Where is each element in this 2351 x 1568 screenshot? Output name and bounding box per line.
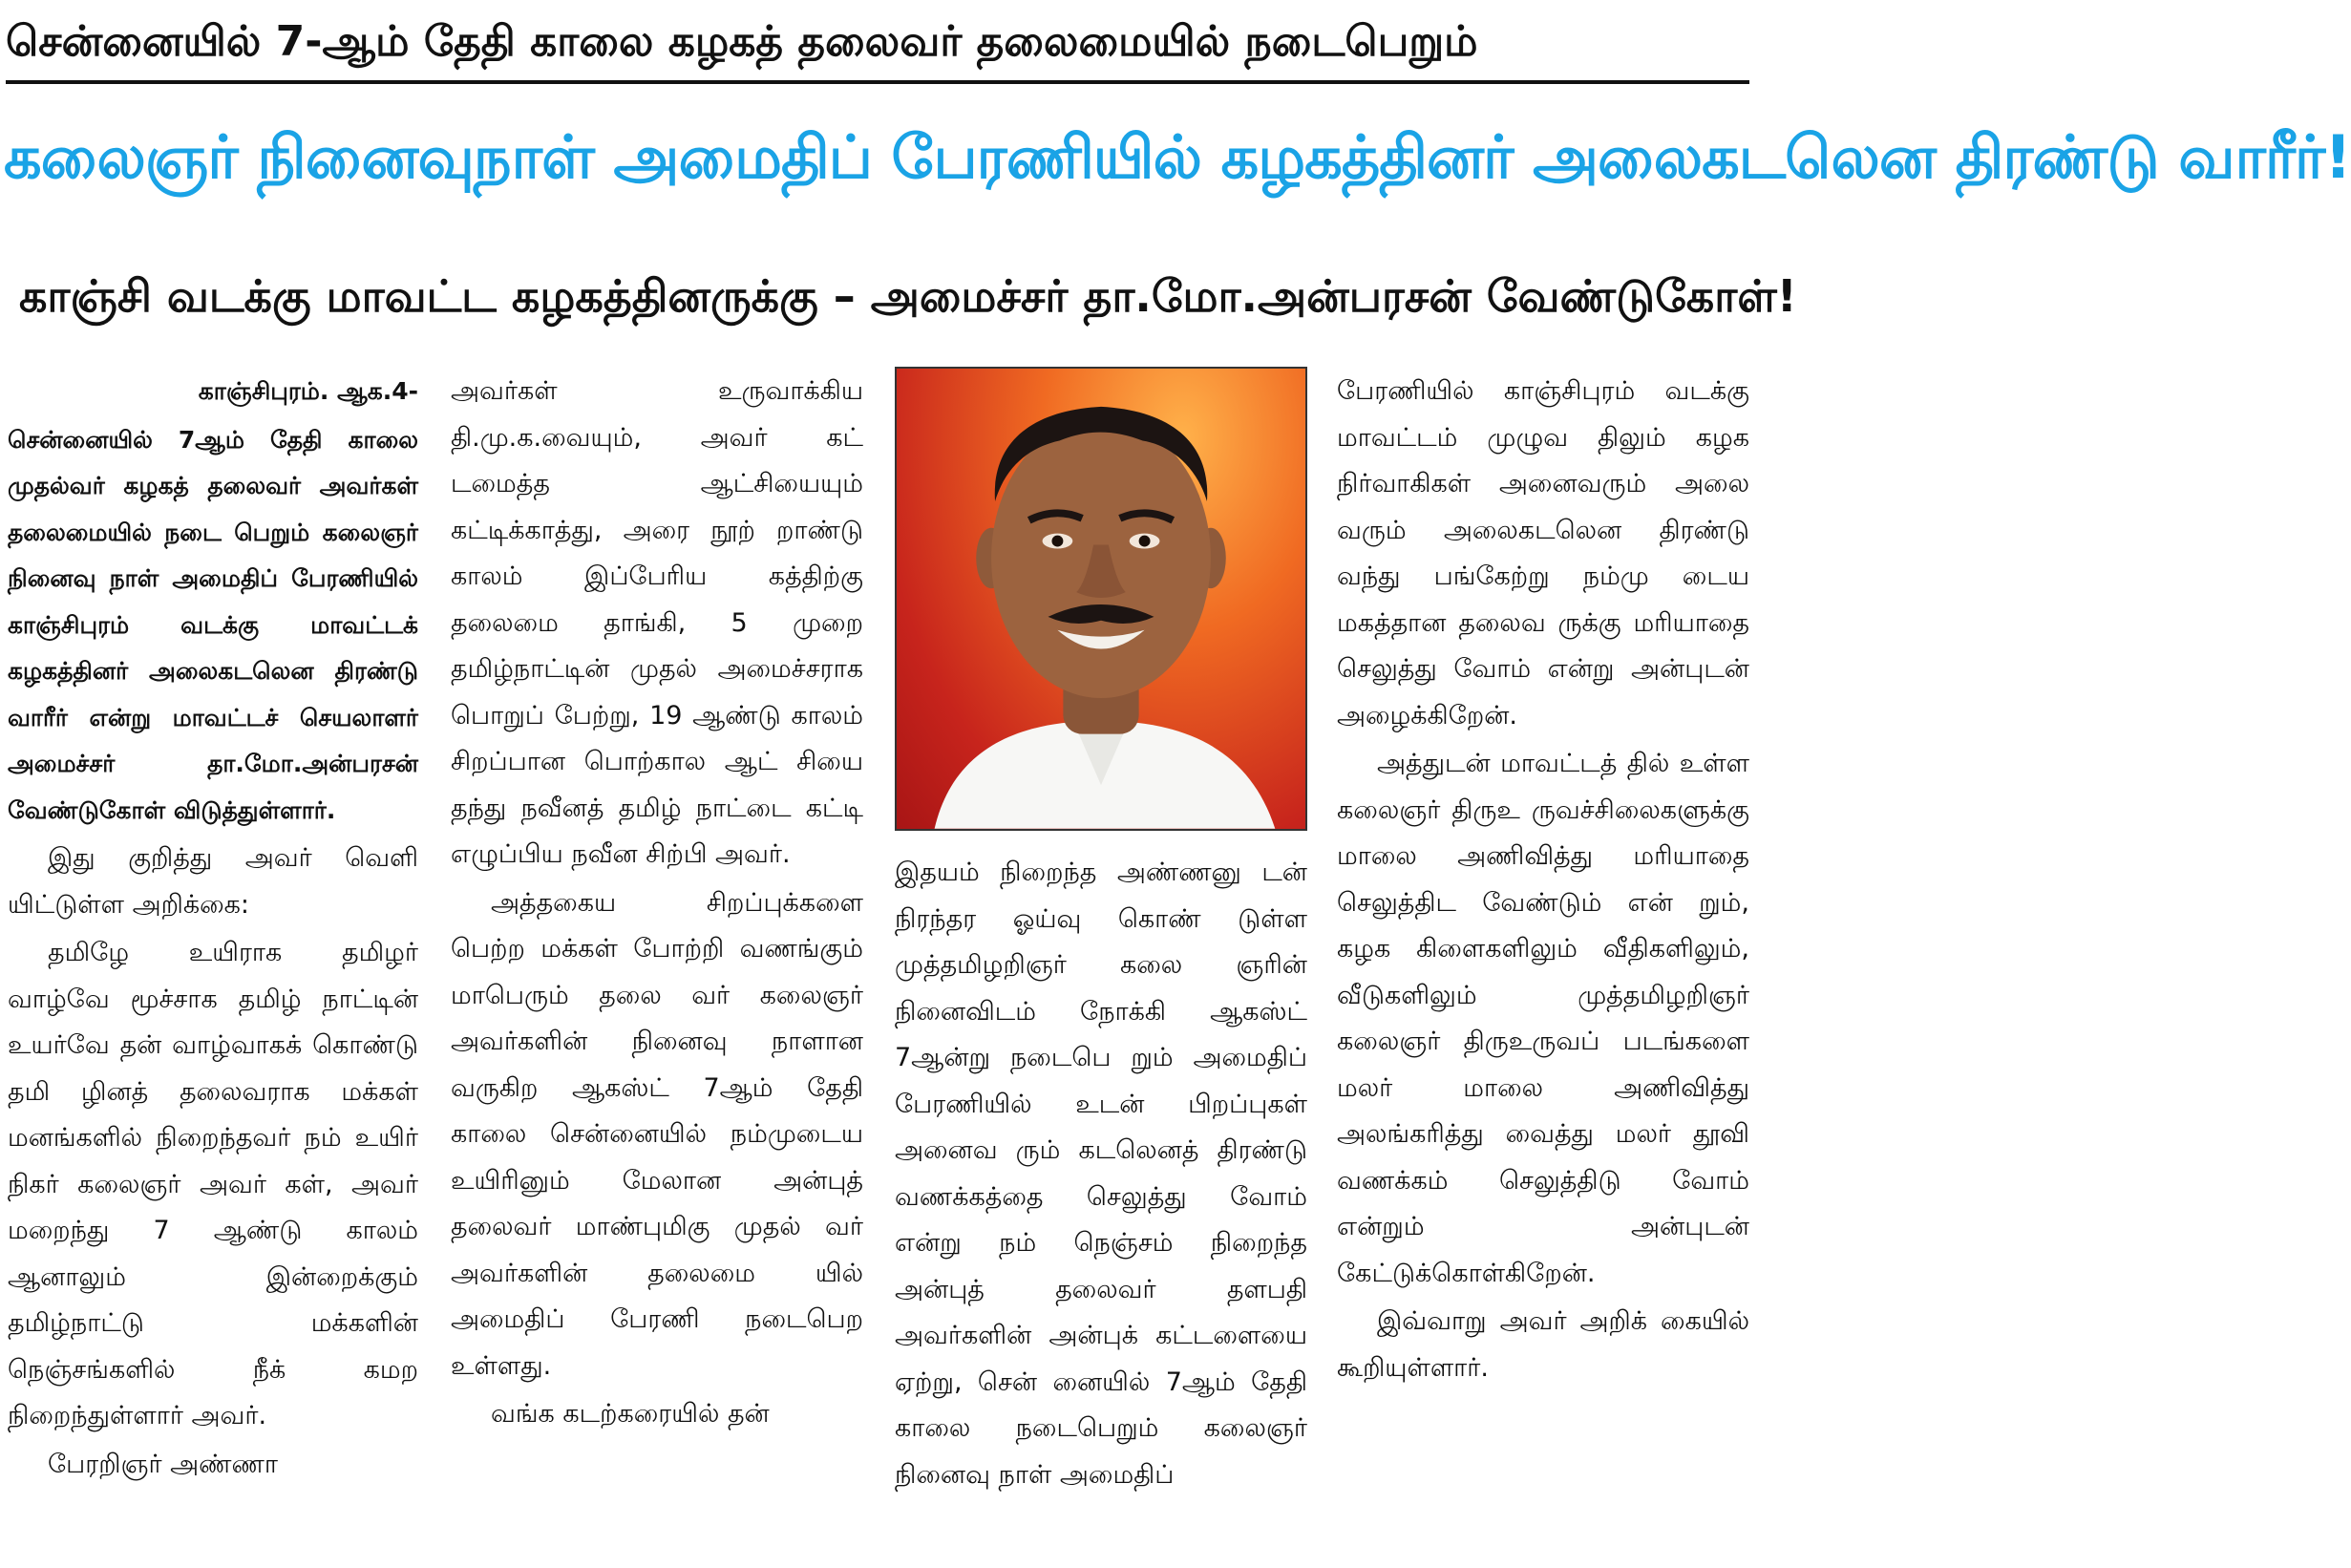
lead-paragraph: சென்னையில் 7ஆம் தேதி காலை முதல்வர் கழகத் தலைவர் அவர்கள் தலைமையில் நடை பெறும் கலைஞர் நினைவு நாள் அமைதிப் பேரணியில் காஞ்சிபுரம் வடக்கு மாவட்டக் கழகத்தினர் அலைகடலென திரண்டு வாரீர் என்று மாவட்டச் செயலாளர் அமைச்சர் தா.மோ.அன்பரசன் வேண்டுகோள் விடுத்துள்ளார். <box>8 425 418 824</box>
paragraph: அத்தகைய சிறப்புக்களை பெற்ற மக்கள் போற்றி வணங்கும் மாபெரும் தலை வர் கலைஞர் அவர்களின் நினைவு நாளான வருகிற ஆகஸ்ட் 7ஆம் தேதி காலை சென்னையில் நம்முடைய உயிரினும் மேலான அன்புத் தலைவர் மாண்புமிகு முதல் வர் அவர்களின் தலைமை யில் அமைதிப் பேரணி நடைபெற உள்ளது. <box>451 887 863 1381</box>
paragraph: வங்க கடற்கரையில் தன் <box>491 1399 770 1429</box>
article-column-4 <box>1337 369 1749 1568</box>
paragraph: பேரறிஞர் அண்ணா <box>48 1449 278 1479</box>
dateline: காஞ்சிபுரம். ஆக.4- <box>198 377 418 405</box>
sub-headline: காஞ்சி வடக்கு மாவட்ட கழகத்தினருக்கு – அமைச்சர் தா.மோ.அன்பரசன் வேண்டுகோள்! <box>19 270 1797 322</box>
kicker-rule <box>6 80 1749 84</box>
paragraph: பேரணியில் காஞ்சிபுரம் வடக்கு மாவட்டம் முழுவ திலும் கழக நிர்வாகிகள் அனைவரும் அலை வரும் அலைகடலென திரண்டு வந்து பங்கேற்று நம்மு டைய மகத்தான தலைவ ருக்கு மரியாதை செலுத்து வோம் என்று அன்புடன் அழைக்கிறேன். <box>1337 376 1749 731</box>
article-column-3 <box>895 850 1307 1568</box>
paragraph: தமிழே உயிராக தமிழர் வாழ்வே மூச்சாக தமிழ் நாட்டின் உயர்வே தன் வாழ்வாகக் கொண்டு தமி ழினத் தலைவராக மக்கள் மனங்களில் நிறைந்தவர் நம் உயிர் நிகர் கலைஞர் அவர் கள், அவர் மறைந்து 7 ஆண்டு காலம் ஆனாலும் இன்றைக்கும் தமிழ்நாட்டு மக்களின் நெஞ்சங்களில் நீக் கமற நிறைந்துள்ளார் அவர். <box>8 938 418 1430</box>
article-column-2 <box>451 369 863 1568</box>
kicker-headline: சென்னையில் 7-ஆம் தேதி காலை கழகத் தலைவர் தலைமையில் நடைபெறும் <box>6 17 1478 66</box>
article-column-1 <box>8 369 418 1568</box>
portrait-illustration <box>897 369 1305 829</box>
paragraph: அவர்கள் உருவாக்கிய தி.மு.க.வையும், அவர் கட் டமைத்த ஆட்சியையும் கட்டிக்காத்து, அரை நூற் றாண்டு காலம் இப்பேரிய கத்திற்கு தலைமை தாங்கி, 5 முறை தமிழ்நாட்டின் முதல் அமைச்சராக பொறுப் பேற்று, 19 ஆண்டு காலம் சிறப்பான பொற்கால ஆட் சியை தந்து நவீனத் தமிழ் நாட்டை கட்டி எழுப்பிய நவீன சிற்பி அவர். <box>451 376 863 869</box>
paragraph: அத்துடன் மாவட்டத் தில் உள்ள கலைஞர் திருஉ ருவச்சிலைகளுக்கு மாலை அணிவித்து மரியாதை செலுத்திட வேண்டும் என் றும், கழக கிளைகளிலும் வீதிகளிலும், வீடுகளிலும் முத்தமிழறிஞர் கலைஞர் திருஉருவப் படங்களை மலர் மாலை அணிவித்து அலங்கரித்து வைத்து மலர் தூவி வணக்கம் செலுத்திடு வோம் என்றும் அன்புடன் கேட்டுக்கொள்கிறேன். <box>1337 749 1749 1288</box>
paragraph: இதயம் நிறைந்த அண்ணனு டன் நிரந்தர ஓய்வு கொண் டுள்ள முத்தமிழறிஞர் கலை ஞரின் நினைவிடம் நோக்கி ஆகஸ்ட் 7ஆன்று நடைபெ றும் அமைதிப் பேரணியில் உடன் பிறப்புகள் அனைவ ரும் கடலெனத் திரண்டு வணக்கத்தை செலுத்து வோம் என்று நம் நெஞ்சம் நிறைந்த அன்புத் தலைவர் தளபதி அவர்களின் அன்புக் கட்டளையை ஏற்று, சென் னையில் 7ஆம் தேதி காலை நடைபெறும் கலைஞர் நினைவு நாள் அமைதிப் <box>895 858 1307 1490</box>
paragraph: இது குறித்து அவர் வெளி யிட்டுள்ள அறிக்கை: <box>8 843 418 920</box>
paragraph: இவ்வாறு அவர் அறிக் கையில் கூறியுள்ளார். <box>1337 1306 1749 1383</box>
portrait-photo <box>895 367 1307 831</box>
main-headline: கலைஞர் நினைவுநாள் அமைதிப் பேரணியில் கழகத்தினர் அலைகடலென திரண்டு வாரீர்! <box>4 122 2351 192</box>
